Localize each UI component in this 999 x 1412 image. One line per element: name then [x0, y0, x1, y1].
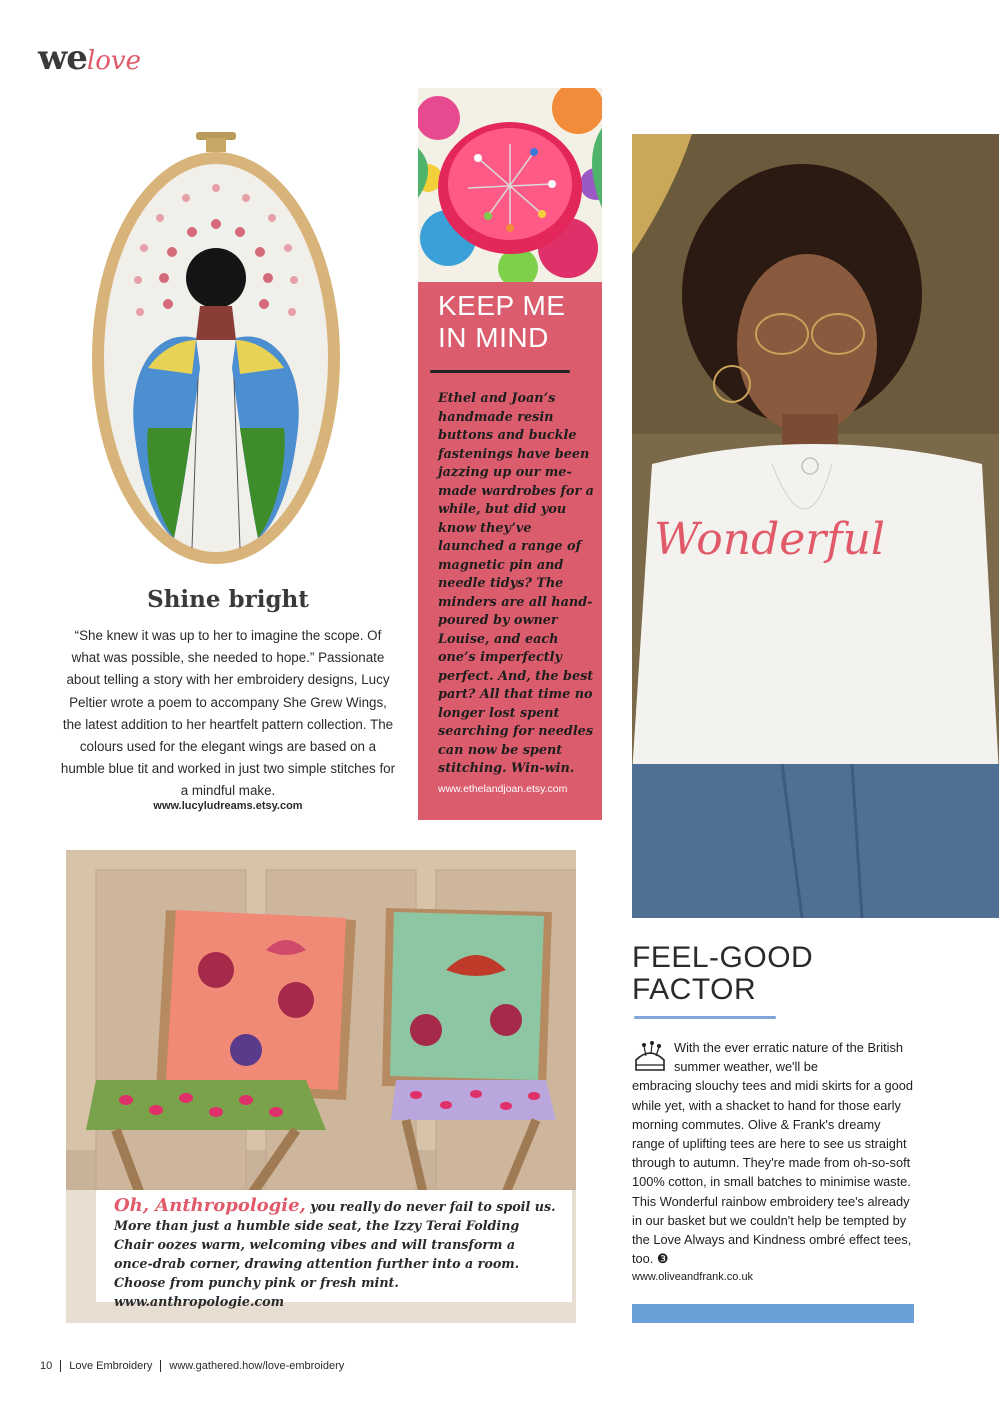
footer-url[interactable]: www.gathered.how/love-embroidery [169, 1360, 345, 1372]
page-number: 10 [40, 1360, 53, 1372]
embroidery-hoop-image [88, 128, 344, 568]
logo-love: love [86, 46, 141, 76]
magazine-section-logo [38, 38, 141, 88]
tee-print-text: Wonderful [654, 514, 885, 565]
shine-bright-title: Shine bright [147, 586, 309, 613]
feel-body-first: With the ever erratic nature of the British summer weather, we'll be [674, 1040, 904, 1075]
anthropologie-caption-lead: Oh, Anthropologie, [114, 1195, 306, 1216]
blue-accent-bar [632, 1304, 914, 1323]
pin-cushion-image [418, 88, 602, 282]
shine-bright-body: “She knew it was up to her to imagine the scope. Of what was possible, she needed to hope.” Passionate about telling a story with her embroidery designs, Lucy Peltier wrote a poem to accompany She Grew Wings, the latest addition to her heartfelt pattern collection. The colours used for the elegant wings are based on a humble blue tit and worked in just two simple stitches for a mindful make. [60, 628, 396, 799]
feel-title-line-1: FEEL-GOOD [632, 941, 814, 974]
feel-good-factor-body [632, 1038, 914, 1268]
page-footer [40, 1360, 344, 1372]
feel-good-factor-url[interactable]: www.oliveandfrank.co.uk [632, 1271, 754, 1283]
footer-divider [160, 1360, 161, 1372]
keep-me-in-mind-title [438, 290, 598, 354]
feel-body-rest: embracing slouchy tees and midi skirts for a good while yet, with a shacket to hand for those early morning commutes. Olive & Frank's dreamy range of uplifting tees are here to see us straight through to autumn. They're made from oh-so-soft 100% cotton, in small batches to minimise waste. This Wonderful rainbow embroidery tee's already in our basket but we couldn't help be tempted by the Love Always and Kindness ombré effect tees, too. ❸ [632, 1078, 913, 1267]
feel-divider [634, 1016, 776, 1019]
shine-bright-url[interactable]: www.lucyludreams.etsy.com [153, 800, 303, 812]
keep-me-in-mind-body: Ethel and Joan’s handmade resin buttons and buckle fastenings have been jazzing up our me-made wardrobes for a while, but did you know they’ve launched a range of magnetic pin and needle tidys? The minders are all hand-poured by owner Louise, and each one’s imperfectly perfect. And, the best part? All that time no longer lost spent searching for needles can now be spent stitching. Win-win. [438, 391, 594, 776]
feel-title-line-2: FACTOR [632, 973, 757, 1006]
keep-title-line-2: IN MIND [438, 322, 549, 353]
keep-title-line-1: KEEP ME [438, 290, 566, 321]
wonderful-tee-photo [632, 134, 999, 918]
feel-good-factor-title [632, 942, 932, 1006]
footer-magazine-name: Love Embroidery [69, 1360, 153, 1372]
logo-we: we [38, 38, 87, 78]
anthropologie-caption-body: you really do never fail to spoil us. More than just a humble side seat, the Izzy Terai Folding Chair oozes warm, welcoming vibes and will transform a once-drab corner, drawing attention further into a room. Choose from punchy pink or fresh mint. www.anthropologie.com [114, 1199, 556, 1309]
footer-divider [60, 1360, 61, 1372]
anthropologie-caption [114, 1196, 558, 1311]
keep-divider [430, 370, 570, 373]
keep-me-in-mind-url[interactable]: www.ethelandjoan.etsy.com [438, 783, 568, 795]
